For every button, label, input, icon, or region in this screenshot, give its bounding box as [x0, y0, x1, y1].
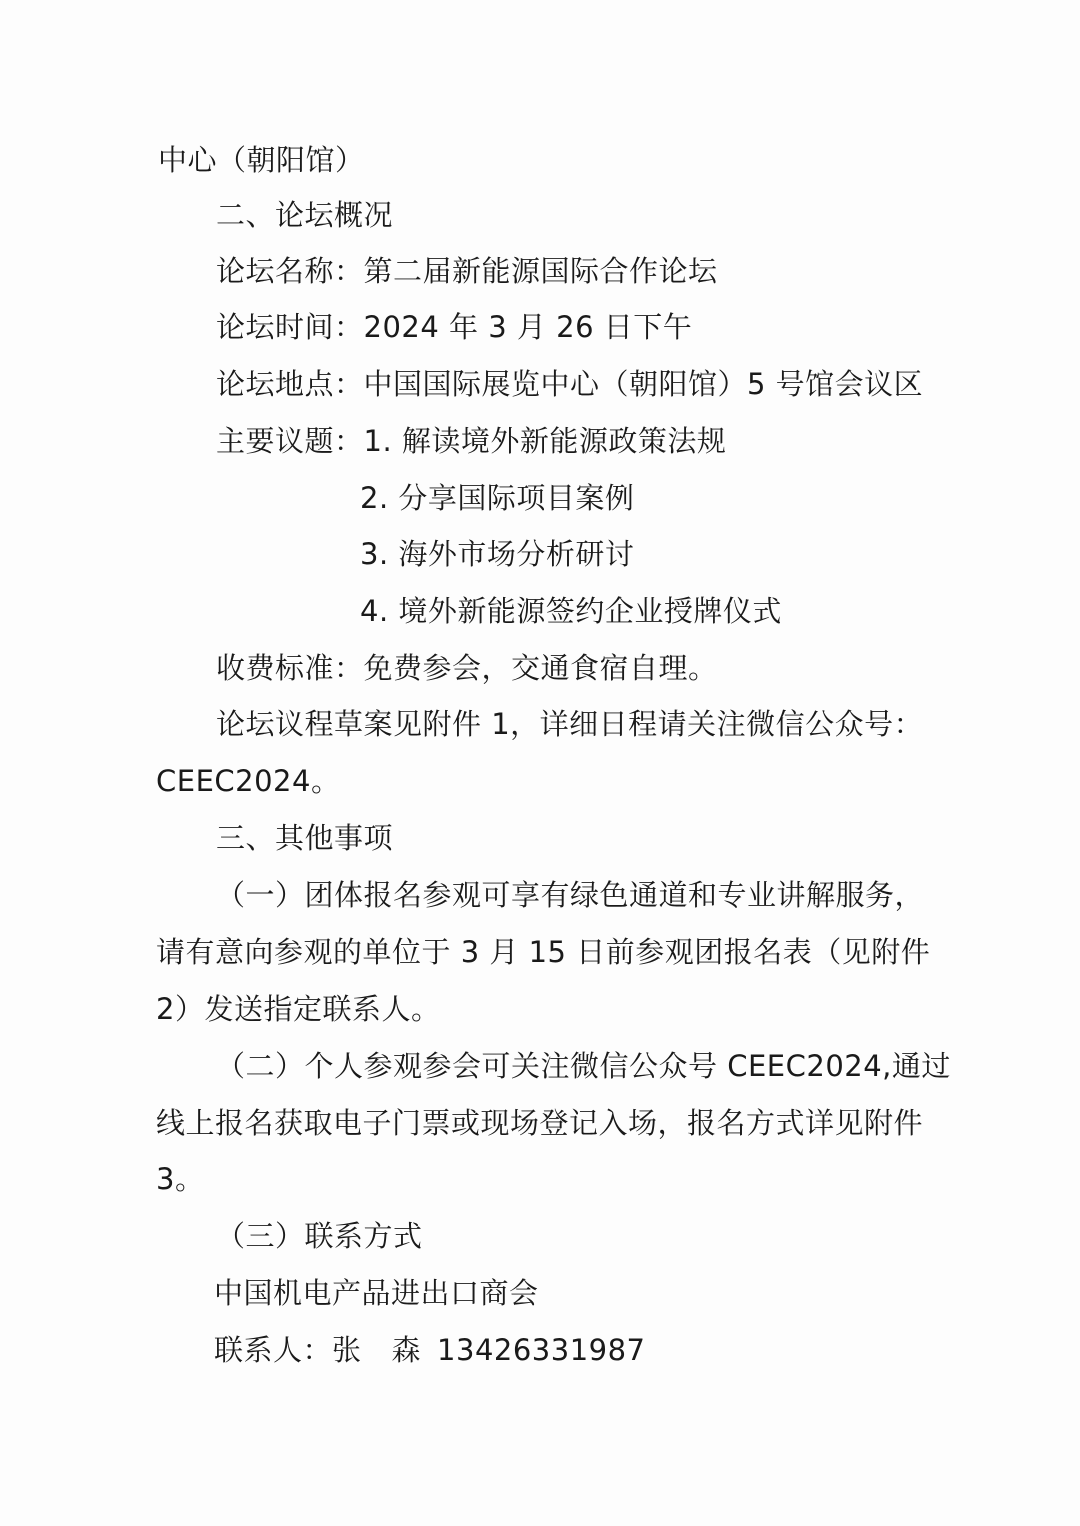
contact-line [214, 1330, 646, 1370]
item1-line-1: （一）团体报名参观可享有绿色通道和专业讲解服务， [216, 878, 925, 912]
forum-place-line [216, 364, 923, 404]
agenda-line-2: CEEC2024。 [156, 764, 341, 798]
topic-item-3: 3. 海外市场分析研讨 [360, 537, 635, 571]
fee-line [216, 648, 718, 688]
organization-name: 中国机电产品进出口商会 [214, 1276, 539, 1310]
forum-time-label: 论坛时间： [216, 310, 364, 344]
forum-time-value: 2024 年 3 月 26 日下午 [363, 310, 693, 344]
item3-heading: （三）联系方式 [216, 1219, 423, 1253]
contact-name-second: 森 [391, 1333, 422, 1367]
topic-item-2: 2. 分享国际项目案例 [360, 481, 635, 515]
section2-heading: 二、论坛概况 [216, 198, 394, 232]
fee-value: 免费参会，交通食宿自理。 [363, 651, 718, 685]
contact-label: 联系人： [214, 1333, 333, 1367]
forum-place-value: 中国国际展览中心（朝阳馆）5 号馆会议区 [363, 367, 924, 401]
section3-heading: 三、其他事项 [216, 821, 394, 855]
topic-item-1: 1. 解读境外新能源政策法规 [363, 424, 727, 458]
forum-name-label: 论坛名称： [216, 254, 364, 288]
continuation-line: 中心（朝阳馆） [158, 143, 365, 177]
forum-place-label: 论坛地点： [216, 367, 364, 401]
forum-time-line [216, 307, 692, 347]
contact-name-first: 张 [332, 1333, 362, 1367]
item1-line-3: 2）发送指定联系人。 [156, 992, 441, 1026]
topic-item-4: 4. 境外新能源签约企业授牌仪式 [360, 594, 782, 628]
item2-line-3: 3。 [156, 1162, 205, 1196]
item2-line-2: 线上报名获取电子门票或现场登记入场，报名方式详见附件 [156, 1106, 924, 1140]
contact-phone: 13426331987 [437, 1333, 646, 1367]
forum-name-value: 第二届新能源国际合作论坛 [363, 254, 718, 288]
fee-label: 收费标准： [216, 651, 364, 685]
topics-label: 主要议题： [216, 424, 364, 458]
item2-line-1: （二）个人参观参会可关注微信公众号 CEEC2024,通过 [216, 1049, 951, 1083]
agenda-line-1: 论坛议程草案见附件 1，详细日程请关注微信公众号： [216, 707, 924, 741]
topics-line [216, 421, 726, 461]
forum-name-line [216, 251, 718, 291]
item1-line-2: 请有意向参观的单位于 3 月 15 日前参观团报名表（见附件 [156, 935, 931, 969]
